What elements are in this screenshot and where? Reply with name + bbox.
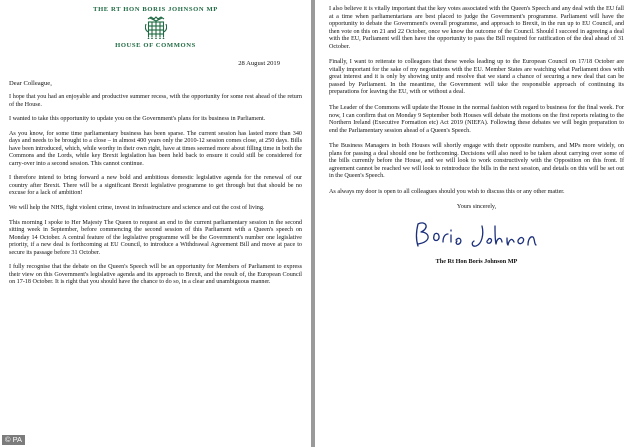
paragraph: I hope that you had an enjoyable and productive summer recess, with the opportunity for some rest ahead of the return of the House.: [9, 94, 302, 108]
portcullis-crest-icon: [145, 16, 167, 40]
letterhead: [9, 5, 302, 50]
photo-credit: © PA: [2, 435, 25, 445]
paragraph: This morning I spoke to Her Majesty The Queen to request an end to the current parliamentary session in the second sitting week in September, before commencing the second session of this Parliament with a Queen's speech on Monday 14 October. A central feature of the legislative programme will be the Government's number one legislative priority, if a new deal is forthcoming at EU Council, to introduce a Withdrawal Agreement Bill and move at pace to secure its passage before 31 October.: [9, 219, 302, 256]
paragraph: We will help the NHS, fight violent crime, invest in infrastructure and science and cut the cost of living.: [9, 205, 265, 212]
closing-line: Yours sincerely,: [456, 204, 497, 211]
letter-date: 28 August 2019: [238, 60, 280, 67]
letterhead-house: HOUSE OF COMMONS: [115, 42, 196, 49]
salutation: Dear Colleague,: [9, 80, 52, 87]
paragraph: I fully recognise that the debate on the Queen's Speech will be an opportunity for Members of Parliament to express their view on this Government's legislative agenda and its approach to Brexit, and the result of, the European Council on 17-18 October. It is right that you should have the chance to do so, in a clear and unambiguous manner.: [9, 264, 302, 286]
paragraph: The Business Managers in both Houses will shortly engage with their opposite numbers, and MPs more widely, on plans for passing a deal should one be forthcoming. Decisions will also need to be taken about carrying over some of the bills currently before the House, and we will look to work constructively with the Opposition on this front. If agreement cannot be reached we will look to reintroduce the bills in the next session, and details on this will be set out in the Queen's Speech.: [329, 143, 624, 180]
paragraph: I therefore intend to bring forward a new bold and ambitious domestic legislative agenda for the renewal of our country after Brexit. There will be a significant Brexit legislative programme to get through but that should be no excuse for a lack of ambition!: [9, 175, 302, 197]
paragraph: As always my door is open to all colleagues should you wish to discuss this or any other matter.: [329, 188, 565, 195]
paragraph: I also believe it is vitally important that the key votes associated with the Queen's Speech and any deal with the EU fall at a time when parliamentarians are best placed to judge the Government's programme. Parliament will have the opportunity to debate the Government's overall programme, and approach to Brexit, in the run up to EU Council, and then vote on this on 21 and 22 October, once we know the outcome of the Council. Should I succeed in agreeing a deal with the EU, Parliament will then have the opportunity to pass the Bill required for ratification of the deal ahead of 31 October.: [329, 6, 624, 50]
signatory-name: The Rt Hon Boris Johnson MP: [435, 258, 518, 266]
paragraph: As you know, for some time parliamentary business has been sparse. The current session has lasted more than 340 days and needs to be brought to a close – in almost 400 years only the 2010-12 session comes close, at 250 days. Bills have been introduced, which, while worthy in their own right, have at times seemed more about filling time in both the Commons and the Lords, while key Brexit legislation has been held back to ensure it could still be considered for carry-over into a second session. This cannot continue.: [9, 130, 302, 167]
paragraph: Finally, I want to reiterate to colleagues that these weeks leading up to the European Council on 17/18 October are vitally important for the sake of my negotiations with the EU. Member States are watching what Parliament does with great interest and it is only by showing unity and resolve that we stand a chance of securing a new deal that can be passed by Parliament. In the meantime, the Government will take the responsible approach of continuing its preparations for leaving the EU, with or without a deal.: [329, 59, 624, 96]
paragraph: The Leader of the Commons will update the House in the normal fashion with regard to business for the final week. For now, I can confirm that on Monday 9 September both Houses will debate the motions on the first reports relating to the Northern Ireland (Executive Formation etc) Act 2019 (NIEFA). Following these debates we will begin preparation to end the Parliamentary session ahead of a Queen's Speech.: [329, 105, 624, 134]
paragraph: I wanted to take this opportunity to update you on the Government's plans for its business in Parliament.: [9, 116, 266, 123]
handwritten-signature: [412, 218, 542, 252]
letter-page-one: [0, 0, 311, 447]
letter-page-two: [315, 0, 634, 447]
letterhead-name: THE RT HON BORIS JOHNSON MP: [93, 6, 218, 13]
